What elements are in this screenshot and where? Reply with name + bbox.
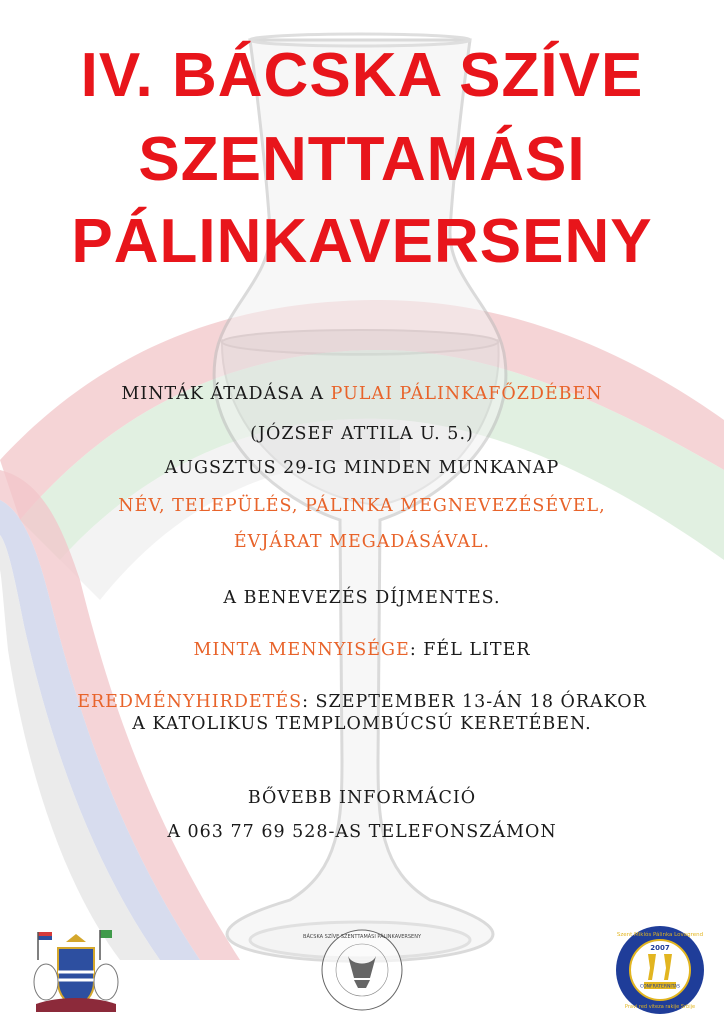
- info-line-11: A 063 77 69 528-AS TELEFONSZÁMON: [167, 822, 557, 842]
- info-line-6: A BENEVEZÉS DÍJMENTES.: [223, 588, 501, 608]
- info-line-8-value: : SZEPTEMBER 13-ÁN 18 ÓRAKOR: [302, 692, 647, 712]
- info-line-7: [0, 640, 724, 660]
- title-line-3: PÁLINKAVERSENY: [71, 207, 653, 276]
- info-line-1: [0, 384, 724, 404]
- info-line-5: ÉVJÁRAT MEGADÁSÁVAL.: [233, 532, 491, 552]
- info-line-1-text: MINTÁK ÁTADÁSA A: [121, 384, 331, 404]
- title-line-2: SZENTTAMÁSI: [138, 125, 586, 194]
- logo-bottom-text: Pravi red viteza rakije Srbije: [624, 1004, 696, 1010]
- info-line-4: NÉV, TELEPÜLÉS, PÁLINKA MEGNEVEZÉSÉVEL,: [118, 496, 606, 516]
- info-line-1-place: PULAI PÁLINKAFŐZDÉBEN: [330, 384, 603, 404]
- logo-banner: CONFRATERNITAS: [639, 984, 681, 990]
- order-of-knights-logo: [614, 924, 706, 1016]
- title-line-1: IV. BÁCSKA SZÍVE: [80, 41, 644, 110]
- logo-year: 2007: [650, 944, 670, 952]
- info-line-7-label: MINTA MENNYISÉGE: [193, 640, 410, 660]
- info-line-10: BŐVEBB INFORMÁCIÓ: [247, 788, 477, 808]
- info-line-8: [0, 692, 724, 712]
- info-line-9: A KATOLIKUS TEMPLOMBÚCSÚ KERETÉBEN.: [132, 714, 592, 734]
- info-line-2: (JÓZSEF ATTILA U. 5.): [250, 424, 474, 444]
- seal-text: BÁCSKA SZÍVE SZENTTAMÁSI PÁLINKAVERSENY: [303, 934, 421, 940]
- info-line-8-label: EREDMÉNYHIRDETÉS: [77, 692, 303, 712]
- logo-top-text: Szent Miklós Pálinka Lovagrend: [616, 932, 704, 938]
- competition-seal-logo: [303, 926, 421, 1014]
- info-line-3: AUGSZTUS 29-IG MINDEN MUNKANAP: [164, 458, 560, 478]
- info-line-7-value: : FÉL LITER: [409, 640, 531, 660]
- coat-of-arms-logo: [28, 920, 124, 1016]
